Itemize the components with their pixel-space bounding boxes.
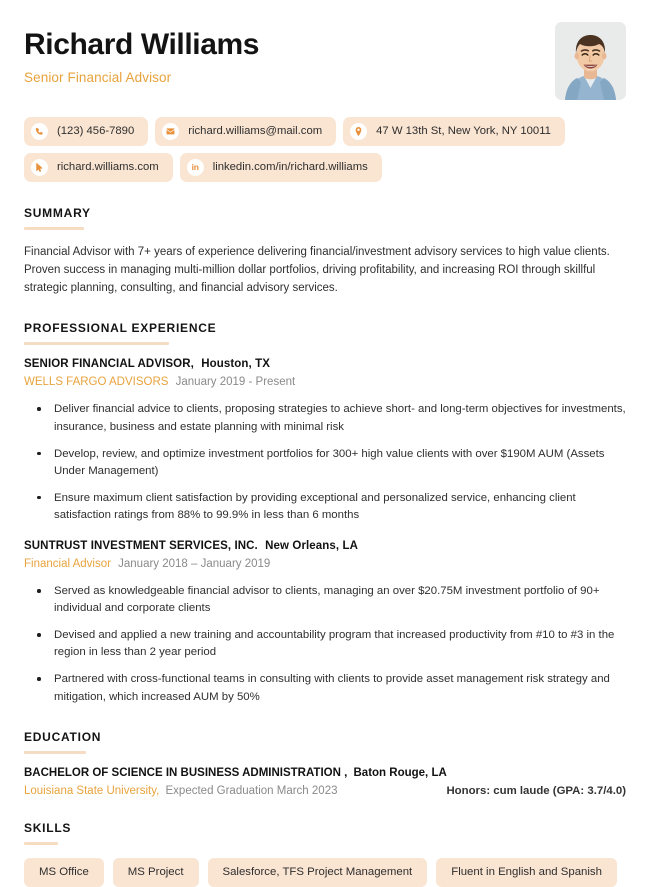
linkedin-icon <box>187 159 204 176</box>
experience-company: WELLS FARGO ADVISORS <box>24 376 169 389</box>
education-school-line <box>24 785 337 797</box>
skill-pill[interactable]: Fluent in English and Spanish <box>436 858 617 887</box>
contact-row <box>24 153 626 182</box>
education-honors: Honors: cum laude (GPA: 3.7/4.0) <box>446 784 626 797</box>
experience-entry-meta <box>24 375 626 390</box>
experience-company: Financial Advisor <box>24 558 111 571</box>
experience-bullet: Deliver financial advice to clients, proposing strategies to achieve short- and long-term objectives for investments, insurance, business and estate planning with minimal risk <box>24 401 626 435</box>
education-entry <box>24 767 626 797</box>
education-entry-heading <box>24 767 626 779</box>
experience-entry <box>24 358 626 524</box>
section-heading-skills: SKILLS <box>24 820 72 835</box>
experience-entry-meta <box>24 557 626 572</box>
section-divider <box>24 227 84 230</box>
summary-text: Financial Advisor with 7+ years of experience delivering financial/investment advisory services to high value clients. Proven success in managing multi-million dollar portfolios, driving profitability, and increasing ROI through skillful strategic planning, consulting, and financial advisory services. <box>24 246 610 295</box>
location-pin-icon <box>350 123 367 140</box>
experience-entry-heading <box>24 540 626 552</box>
contact-info <box>24 117 626 182</box>
contact-pill-phone[interactable] <box>24 117 148 146</box>
contact-phone-text: (123) 456-7890 <box>57 124 135 137</box>
email-icon <box>162 123 179 140</box>
experience-entry <box>24 540 626 706</box>
section-heading-experience: PROFESSIONAL EXPERIENCE <box>24 321 217 336</box>
experience-body <box>24 358 626 705</box>
experience-entry-heading <box>24 358 626 370</box>
section-divider <box>24 751 86 754</box>
education-graduation: Expected Graduation March 2023 <box>165 784 338 797</box>
skill-pill[interactable]: MS Project <box>113 858 199 887</box>
resume-header <box>24 22 626 100</box>
section-divider <box>24 342 169 345</box>
experience-bullet: Devised and applied a new training and accountability program that increased productivity from #10 to #3 in the region in less than 2 year period <box>24 627 626 661</box>
section-experience <box>24 319 626 705</box>
education-entry-meta <box>24 785 626 797</box>
contact-linkedin-text: linkedin.com/in/richard.williams <box>212 160 368 173</box>
header-identity <box>24 22 259 85</box>
contact-pill-website[interactable] <box>24 153 173 182</box>
experience-bullet-list <box>24 401 626 524</box>
header-job-title: Senior Financial Advisor <box>24 70 172 85</box>
experience-location: Houston, TX <box>201 358 271 371</box>
experience-location: New Orleans, LA <box>265 540 359 553</box>
phone-icon <box>31 123 48 140</box>
contact-website-text: richard.williams.com <box>57 160 159 173</box>
education-body <box>24 767 626 797</box>
education-degree: BACHELOR OF SCIENCE IN BUSINESS ADMINISTRATION , <box>24 766 348 779</box>
section-divider <box>24 842 58 845</box>
profile-photo-illustration <box>555 22 626 100</box>
experience-bullet: Partnered with cross-functional teams in consulting with clients to provide asset management risk strategy and mitigation, which increased AUM by 50% <box>24 671 626 705</box>
contact-email-text: richard.williams@mail.com <box>188 124 323 137</box>
experience-role: SENIOR FINANCIAL ADVISOR, <box>24 358 194 371</box>
education-location: Baton Rouge, LA <box>353 766 447 779</box>
contact-pill-address[interactable] <box>343 117 565 146</box>
experience-bullet: Ensure maximum client satisfaction by providing exceptional and personalized service, enhancing client satisfaction ratings from 88% to 99.9% in less than 6 months <box>24 490 626 524</box>
contact-address-text: 47 W 13th St, New York, NY 10011 <box>376 124 551 137</box>
experience-bullet: Develop, review, and optimize investment portfolios for 300+ high value clients with over $190M AUM (Assets Under Management) <box>24 446 626 480</box>
experience-dates: January 2018 – January 2019 <box>118 558 271 571</box>
linkedin-icon-glyph: in <box>191 162 199 173</box>
skill-pill[interactable]: MS Office <box>24 858 104 887</box>
section-skills <box>24 819 626 887</box>
experience-role: SUNTRUST INVESTMENT SERVICES, INC. <box>24 540 258 553</box>
experience-bullet: Served as knowledgeable financial advisor to clients, managing an over $20.75M investment portfolio of 90+ individual and corporate clients <box>24 583 626 617</box>
profile-photo <box>555 22 626 100</box>
skill-pill[interactable]: Salesforce, TFS Project Management <box>208 858 428 887</box>
education-school: Louisiana State University, <box>24 784 160 797</box>
section-heading-education: EDUCATION <box>24 729 102 744</box>
cursor-icon <box>31 159 48 176</box>
section-heading-summary: SUMMARY <box>24 206 91 220</box>
contact-pill-email[interactable] <box>155 117 336 146</box>
page-title: Richard Williams <box>24 28 260 61</box>
experience-dates: January 2019 - Present <box>175 376 296 389</box>
experience-bullet-list <box>24 583 626 706</box>
contact-row <box>24 117 626 146</box>
section-summary <box>24 204 626 297</box>
skills-body <box>24 858 626 887</box>
summary-body <box>24 243 626 297</box>
section-education <box>24 728 626 797</box>
skills-list <box>24 858 626 887</box>
contact-pill-linkedin[interactable] <box>180 153 382 182</box>
